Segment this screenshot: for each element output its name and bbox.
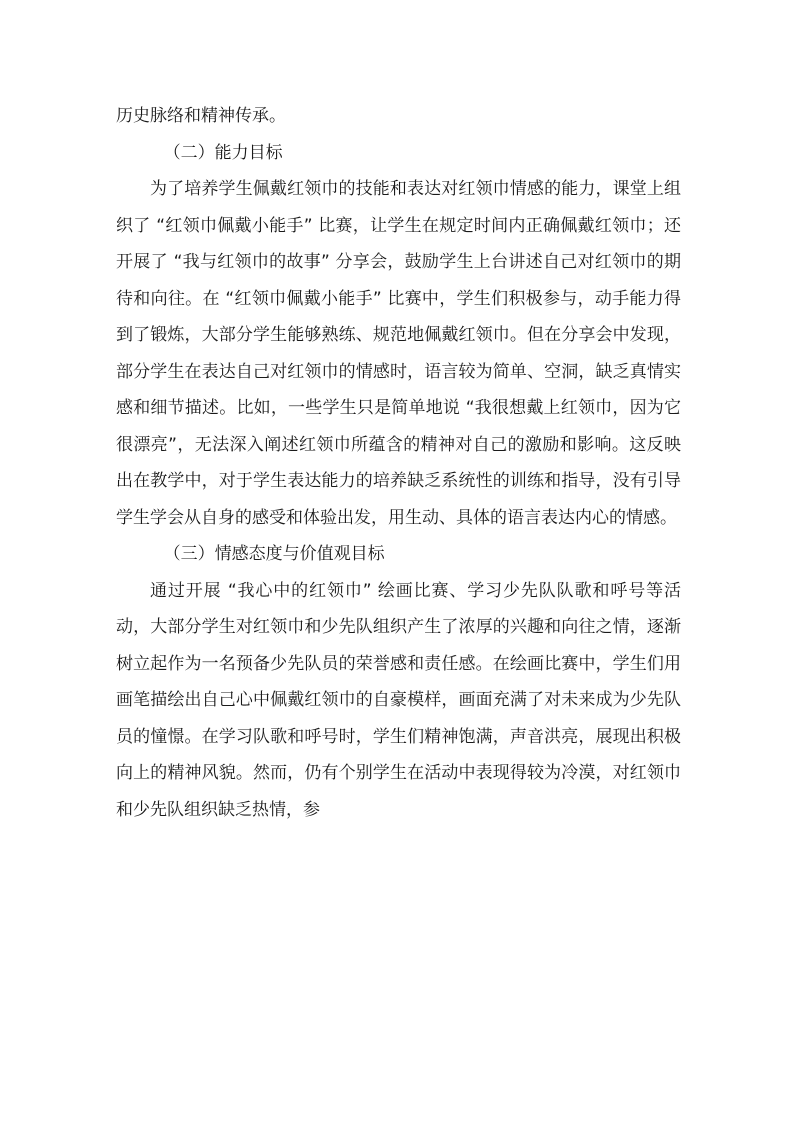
paragraph-ability: 为了培养学生佩戴红领巾的技能和表达对红领巾情感的能力，课堂上组织了 “红领巾佩戴小能手” 比赛，让学生在规定时间内正确佩戴红领巾；还开展了 “我与红领巾的故事” 分享会，鼓励学生上台讲述自己对红领巾的期待和向往。在 “红领巾佩戴小能手” 比赛中，学生们积极参与，动手能力得到了锻炼，大部分学生能够熟练、规范地佩戴红领巾。但在分享会中发现，部分学生在表达自己对红领巾的情感时，语言较为简单、空洞，缺乏真情实感和细节描述。比如，一些学生只是简单地说 “我很想戴上红领巾，因为它很漂亮”，无法深入阐述红领巾所蕴含的精神对自己的激励和影响。这反映出在教学中，对于学生表达能力的培养缺乏系统性的训练和指导，没有引导学生学会从自身的感受和体验出发，用生动、具体的语言表达内心的情感。 [116,179,681,528]
document-body [116,98,681,828]
paragraph-continuation: 历史脉络和精神传承。 [116,106,286,126]
section-heading-emotion-values: （三）情感态度与价值观目标 [163,544,385,564]
paragraph-emotion-values: 通过开展 “我心中的红领巾” 绘画比赛、学习少先队队歌和呼号等活动，大部分学生对红领巾和少先队组织产生了浓厚的兴趣和向往之情，逐渐树立起作为一名预备少先队员的荣誉感和责任感。在绘画比赛中，学生们用画笔描绘出自己心中佩戴红领巾的自豪模样，画面充满了对未来成为少先队员的憧憬。在学习队歌和呼号时，学生们精神饱满，声音洪亮，展现出积极向上的精神风貌。然而，仍有个别学生在活动中表现得较为冷漠，对红领巾和少先队组织缺乏热情，参 [116,580,681,820]
section-heading-ability: （二）能力目标 [163,142,283,163]
